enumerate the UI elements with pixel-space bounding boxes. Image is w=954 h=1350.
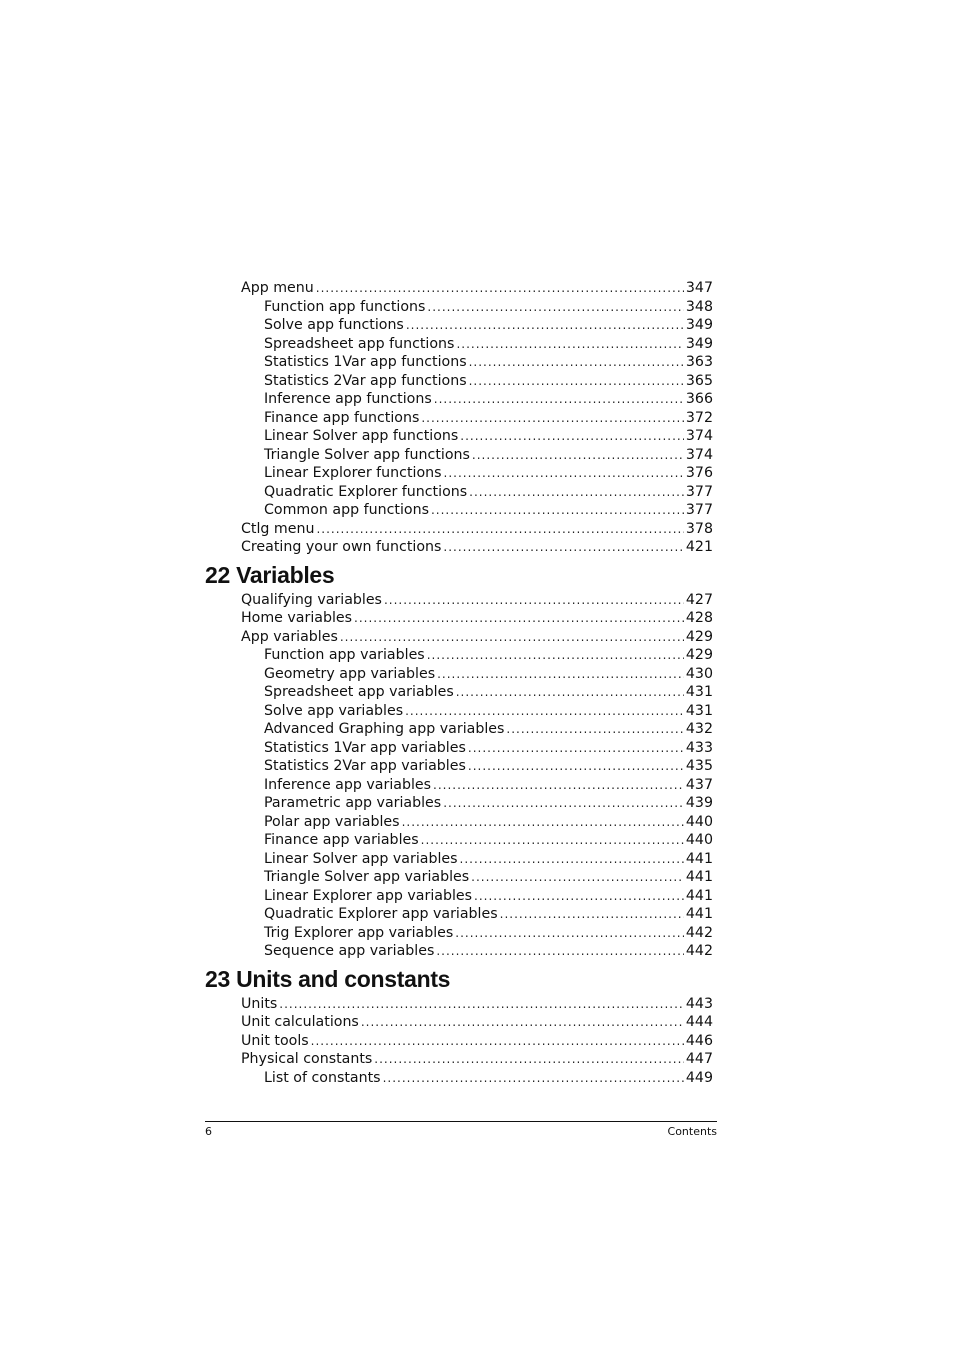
toc-entry-title: Spreadsheet app variables <box>264 684 454 700</box>
toc-subentry[interactable] <box>264 372 713 391</box>
toc-entry-title: Sequence app variables <box>264 943 435 959</box>
toc-entry-title: Triangle Solver app functions <box>264 446 470 463</box>
toc-subentry[interactable] <box>264 316 713 335</box>
dot-leader <box>316 520 683 539</box>
dot-leader <box>460 850 684 869</box>
toc-entry-page: 378 <box>685 520 713 537</box>
toc-entry-title: Physical constants <box>241 1051 373 1067</box>
toc-subentry[interactable] <box>264 720 713 739</box>
dot-leader <box>506 720 684 739</box>
toc-subentry[interactable] <box>264 1069 713 1088</box>
toc-entry-title: Solve app variables <box>264 702 404 719</box>
dot-leader <box>431 501 684 520</box>
toc-subentry[interactable] <box>264 702 713 721</box>
dot-leader <box>468 739 684 758</box>
toc-entry-page: 449 <box>685 1069 713 1086</box>
toc-subentry[interactable] <box>264 905 713 924</box>
toc-subentry[interactable] <box>264 464 713 483</box>
toc-subentry[interactable] <box>264 335 713 354</box>
toc-entry-page: 439 <box>685 795 713 811</box>
toc-entry-page: 431 <box>685 684 713 700</box>
toc-subentry[interactable] <box>264 850 713 869</box>
toc-entry[interactable] <box>241 279 713 298</box>
toc-entry-title: List of constants <box>264 1069 381 1086</box>
toc-entry-title: Parametric app variables <box>264 795 442 811</box>
dot-leader <box>500 905 684 924</box>
toc-entry[interactable] <box>241 609 713 628</box>
toc-entry-page: 431 <box>685 702 713 719</box>
toc-entry-title: Unit calculations <box>241 1014 359 1030</box>
dot-leader <box>437 665 684 684</box>
dot-leader <box>455 924 684 943</box>
dot-leader <box>434 390 684 409</box>
toc-entry[interactable] <box>241 1013 713 1032</box>
toc-entry-title: Geometry app variables <box>264 665 436 682</box>
toc-entry[interactable] <box>241 591 713 610</box>
toc-subentry[interactable] <box>264 501 713 520</box>
toc-entry-page: 374 <box>685 428 713 444</box>
toc-entry-page: 440 <box>685 832 713 848</box>
toc-entry-page: 429 <box>685 628 713 645</box>
dot-leader <box>421 409 684 428</box>
toc-entry-page: 377 <box>685 483 713 500</box>
dot-leader <box>402 813 684 832</box>
dot-leader <box>436 942 684 961</box>
toc-subentry[interactable] <box>264 831 713 850</box>
footer-page-number: 6 <box>205 1125 212 1138</box>
toc-entry-title: Advanced Graphing app variables <box>264 721 505 737</box>
toc-subentry[interactable] <box>264 739 713 758</box>
toc-subentry[interactable] <box>264 868 713 887</box>
dot-leader <box>469 353 684 372</box>
dot-leader <box>405 702 684 721</box>
toc-entry-page: 437 <box>685 776 713 793</box>
toc-entry-page: 441 <box>685 906 713 922</box>
toc-entry-page: 421 <box>685 539 713 555</box>
dot-leader <box>468 757 684 776</box>
dot-leader <box>384 591 684 610</box>
toc-entry-page: 441 <box>685 887 713 904</box>
toc-subentry[interactable] <box>264 446 713 465</box>
toc-subentry[interactable] <box>264 683 713 702</box>
chapter-heading[interactable]: 22 Variables <box>205 561 335 588</box>
page-footer <box>205 1121 717 1138</box>
dot-leader <box>427 646 684 665</box>
dot-leader <box>469 372 684 391</box>
toc-entry-page: 427 <box>685 591 713 608</box>
toc-entry-title: Statistics 1Var app functions <box>264 354 467 370</box>
toc-entry-page: 363 <box>685 354 713 370</box>
toc-entry-title: Function app variables <box>264 647 425 663</box>
toc-entry-page: 441 <box>685 869 713 885</box>
toc-entry-title: Solve app functions <box>264 317 404 333</box>
toc-entry[interactable] <box>241 1032 713 1051</box>
toc-entry-page: 349 <box>685 317 713 333</box>
toc-entry-page: 365 <box>685 372 713 389</box>
toc-entry-page: 433 <box>685 739 713 756</box>
toc-entry-page: 442 <box>685 924 713 941</box>
toc-entry-title: App variables <box>241 628 338 645</box>
toc-entry-page: 374 <box>685 446 713 463</box>
toc-subentry[interactable] <box>264 757 713 776</box>
dot-leader <box>474 887 684 906</box>
dot-leader <box>427 298 683 317</box>
toc-entry[interactable] <box>241 1050 713 1069</box>
dot-leader <box>279 995 684 1014</box>
toc-entry-page: 430 <box>685 665 713 682</box>
toc-entry-page: 349 <box>685 335 713 352</box>
toc-entry-title: Common app functions <box>264 502 429 518</box>
toc-entry-page: 441 <box>685 850 713 867</box>
toc-entry-page: 435 <box>685 758 713 774</box>
toc-subentry[interactable] <box>264 794 713 813</box>
dot-leader <box>444 464 684 483</box>
toc-entry-page: 376 <box>685 465 713 481</box>
toc-entry-page: 366 <box>685 391 713 407</box>
toc-entry-title: Triangle Solver app variables <box>264 869 470 885</box>
table-of-contents <box>0 279 954 1087</box>
toc-subentry[interactable] <box>264 924 713 943</box>
dot-leader <box>374 1050 684 1069</box>
dot-leader <box>460 427 684 446</box>
dot-leader <box>316 279 684 298</box>
toc-entry-page: 372 <box>685 409 713 426</box>
dot-leader <box>383 1069 684 1088</box>
toc-entry-title: Creating your own functions <box>241 539 442 555</box>
chapter-heading[interactable]: 23 Units and constants <box>205 965 451 992</box>
toc-entry-title: Statistics 1Var app variables <box>264 739 466 756</box>
toc-entry-title: Trig Explorer app variables <box>264 924 454 941</box>
toc-subentry[interactable] <box>264 942 713 961</box>
dot-leader <box>433 776 684 795</box>
toc-entry-title: Polar app variables <box>264 813 400 830</box>
toc-entry-title: Quadratic Explorer functions <box>264 483 468 500</box>
toc-entry-title: Finance app functions <box>264 409 420 426</box>
toc-entry-title: Units <box>241 995 278 1012</box>
toc-entry-title: Linear Solver app variables <box>264 850 458 867</box>
toc-entry-title: Spreadsheet app functions <box>264 335 455 352</box>
toc-entry[interactable] <box>241 520 713 539</box>
toc-entry-title: App menu <box>241 280 314 296</box>
dot-leader <box>443 538 684 557</box>
toc-entry-page: 348 <box>685 298 713 315</box>
toc-entry-title: Ctlg menu <box>241 520 315 537</box>
dot-leader <box>354 609 684 628</box>
toc-subentry[interactable] <box>264 776 713 795</box>
toc-entry-title: Statistics 2Var app functions <box>264 372 467 389</box>
toc-entry-page: 446 <box>685 1032 713 1049</box>
toc-entry-title: Linear Solver app functions <box>264 428 459 444</box>
toc-entry-title: Inference app variables <box>264 776 432 793</box>
toc-entry-page: 440 <box>685 813 713 830</box>
toc-entry-title: Home variables <box>241 610 353 626</box>
toc-entry-page: 442 <box>685 943 713 959</box>
toc-entry-page: 444 <box>685 1014 713 1030</box>
toc-subentry[interactable] <box>264 390 713 409</box>
toc-entry-page: 347 <box>685 280 713 296</box>
toc-entry-title: Function app functions <box>264 298 426 315</box>
toc-entry-title: Finance app variables <box>264 832 419 848</box>
toc-subentry[interactable] <box>264 353 713 372</box>
dot-leader <box>421 831 684 850</box>
toc-entry-title: Quadratic Explorer app variables <box>264 906 498 922</box>
toc-entry[interactable] <box>241 995 713 1014</box>
toc-subentry[interactable] <box>264 887 713 906</box>
dot-leader <box>361 1013 684 1032</box>
toc-entry-page: 447 <box>685 1051 713 1067</box>
toc-subentry[interactable] <box>264 427 713 446</box>
dot-leader <box>469 483 684 502</box>
dot-leader <box>443 794 684 813</box>
toc-subentry[interactable] <box>264 298 713 317</box>
toc-entry-page: 428 <box>685 610 713 626</box>
toc-entry-page: 377 <box>685 502 713 518</box>
toc-entry[interactable] <box>241 538 713 557</box>
toc-entry[interactable] <box>241 628 713 647</box>
dot-leader <box>456 683 684 702</box>
dot-leader <box>340 628 684 647</box>
footer-section-label: Contents <box>667 1125 717 1138</box>
dot-leader <box>406 316 684 335</box>
dot-leader <box>311 1032 684 1051</box>
toc-subentry[interactable] <box>264 409 713 428</box>
toc-entry-page: 429 <box>685 647 713 663</box>
toc-entry-page: 443 <box>685 995 713 1012</box>
toc-subentry[interactable] <box>264 813 713 832</box>
dot-leader <box>472 446 684 465</box>
dot-leader <box>471 868 684 887</box>
toc-entry-title: Linear Explorer functions <box>264 465 442 481</box>
toc-entry-title: Unit tools <box>241 1032 309 1049</box>
toc-entry-page: 432 <box>685 721 713 737</box>
toc-subentry[interactable] <box>264 646 713 665</box>
toc-subentry[interactable] <box>264 665 713 684</box>
toc-entry-title: Linear Explorer app variables <box>264 887 473 904</box>
toc-entry-title: Statistics 2Var app variables <box>264 758 466 774</box>
toc-entry-title: Inference app functions <box>264 391 432 407</box>
toc-subentry[interactable] <box>264 483 713 502</box>
dot-leader <box>456 335 683 354</box>
toc-entry-title: Qualifying variables <box>241 591 382 608</box>
